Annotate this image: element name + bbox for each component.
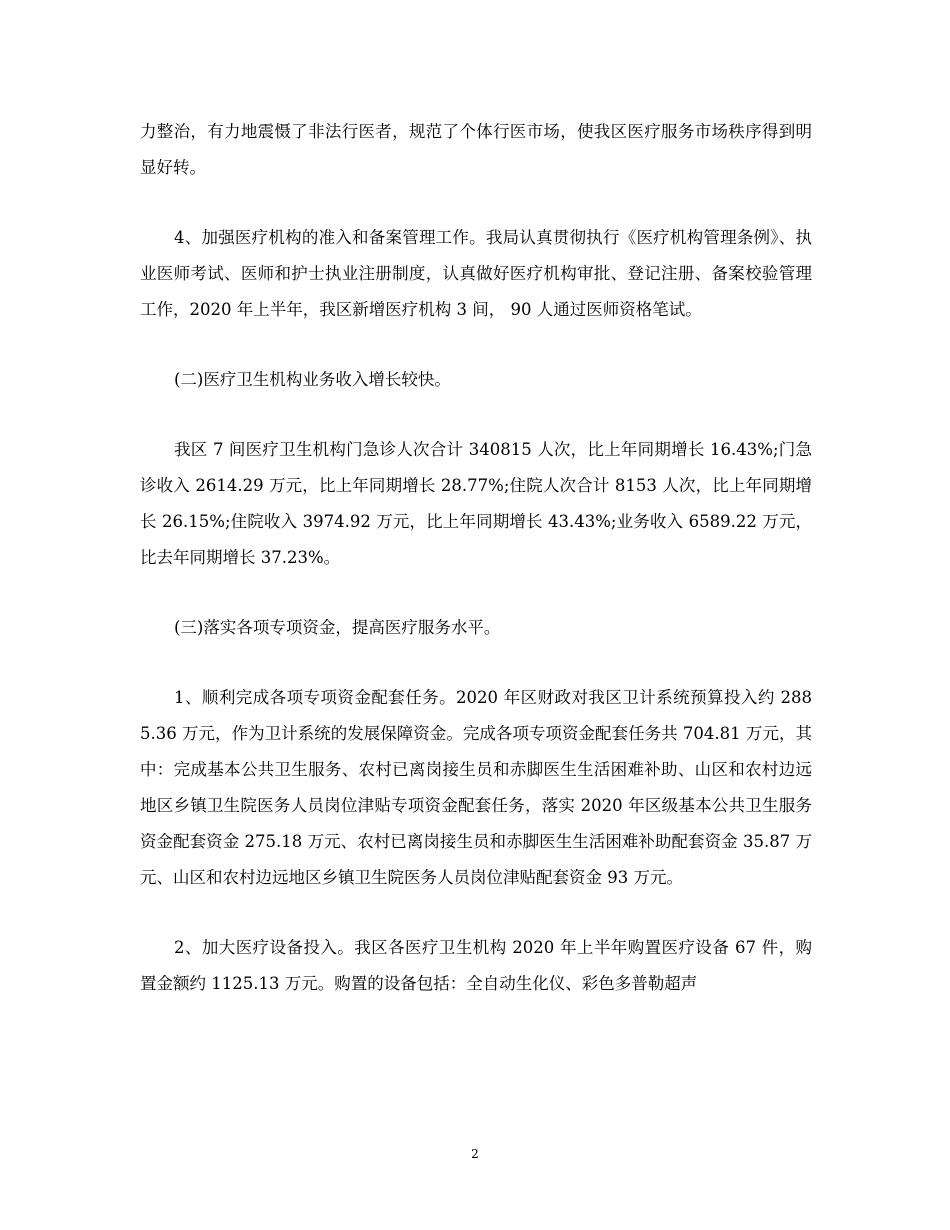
section-heading-3: (三)落实各项专项资金，提高医疗服务水平。 xyxy=(174,618,501,637)
document-body xyxy=(140,114,812,1002)
paragraph-item-1-special-funds: 1、顺利完成各项专项资金配套任务。2020 年区财政对我区卫计系统预算投入约 2885.36 万元，作为卫计系统的发展保障资金。完成各项专项资金配套任务共 704.81 万元，其中：完成基本公共卫生服务、农村已离岗接生员和赤脚医生生活困难补助、山区和农村边远地区乡镇卫生院医务人员岗位津贴专项资金配套任务，落实 2020 年区级基本公共卫生服务资金配套资金 275.18 万元、农村已离岗接生员和赤脚医生生活困难补助配套资金 35.87 万元、山区和农村边远地区乡镇卫生院医务人员岗位津贴配套资金 93 万元。 xyxy=(140,688,812,887)
paragraph-spacer xyxy=(140,646,812,680)
paragraph-spacer xyxy=(140,896,812,930)
section-heading-2: (二)医疗卫生机构业务收入增长较快。 xyxy=(174,370,451,389)
paragraph-item-2-equipment: 2、加大医疗设备投入。我区各医疗卫生机构 2020 年上半年购置医疗设备 67 件，购置金额约 1125.13 万元。购置的设备包括：全自动生化仪、彩色多普勒超声 xyxy=(140,938,812,993)
page-number: 2 xyxy=(471,1147,479,1161)
paragraph-spacer xyxy=(140,576,812,610)
paragraph-item-4-admission-management: 4、加强医疗机构的准入和备案管理工作。我局认真贯彻执行《医疗机构管理条例》、执业医师考试、医师和护士执业注册制度，认真做好医疗机构审批、登记注册、备案校验管理工作，2020 年上半年，我区新增医疗机构 3 间， 90 人通过医师资格笔试。 xyxy=(140,228,812,319)
paragraph-business-income: 我区 7 间医疗卫生机构门急诊人次合计 340815 人次，比上年同期增长 16.43%;门急诊收入 2614.29 万元，比上年同期增长 28.77%;住院人次合计 8153 人次，比上年同期增长 26.15%;住院收入 3974.92 万元，比上年同期增长 43.43%;业务收入 6589.22 万元，比去年同期增长 37.23%。 xyxy=(140,440,812,567)
paragraph-spacer xyxy=(140,398,812,432)
paragraph-spacer xyxy=(140,328,812,362)
paragraph-spacer xyxy=(140,186,812,220)
paragraph-continuation: 力整治，有力地震慑了非法行医者，规范了个体行医市场，使我区医疗服务市场秩序得到明显好转。 xyxy=(140,122,812,177)
